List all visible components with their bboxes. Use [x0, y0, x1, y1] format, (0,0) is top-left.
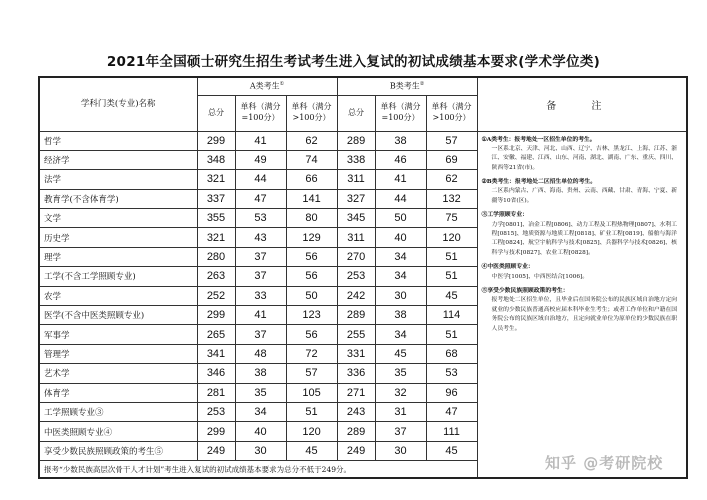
score-cell-a-gt100: 50: [286, 286, 337, 305]
group-b-header: [337, 77, 477, 95]
score-cell-a-100: 33: [235, 286, 286, 305]
note-n1: [482, 136, 683, 174]
score-cell-b-total: 331: [337, 344, 375, 363]
score-cell-b-total: 338: [337, 150, 375, 169]
score-cell-b-total: 311: [337, 170, 375, 189]
score-cell-a-100: 30: [235, 441, 286, 460]
subject-cell: 工学照顾专业③: [39, 402, 197, 421]
score-cell-b-100: 40: [375, 228, 426, 247]
group-b-label: B类考生: [389, 81, 420, 91]
score-cell-b-gt100: 51: [426, 267, 477, 286]
b-singlegt100-header: 单科（满分>100分）: [426, 95, 477, 131]
score-cell-b-gt100: 120: [426, 228, 477, 247]
score-table: [38, 76, 688, 479]
score-cell-a-100: 40: [235, 422, 286, 441]
score-cell-a-gt100: 62: [286, 131, 337, 150]
score-cell-b-100: 38: [375, 131, 426, 150]
subject-cell: 医学(不含中医类照顾专业): [39, 306, 197, 325]
score-cell-a-total: 355: [197, 209, 235, 228]
score-cell-a-total: 281: [197, 383, 235, 402]
score-cell-b-100: 44: [375, 189, 426, 208]
score-cell-b-100: 46: [375, 150, 426, 169]
subject-cell: 历史学: [39, 228, 197, 247]
group-b-sup: ②: [419, 80, 425, 87]
score-cell-a-gt100: 51: [286, 402, 337, 421]
score-cell-b-gt100: 45: [426, 286, 477, 305]
score-cell-a-gt100: 66: [286, 170, 337, 189]
score-cell-a-100: 47: [235, 189, 286, 208]
score-cell-a-gt100: 120: [286, 422, 337, 441]
score-cell-a-total: 321: [197, 228, 235, 247]
score-cell-a-total: 337: [197, 189, 235, 208]
score-cell-b-gt100: 51: [426, 247, 477, 266]
notes-header: 备 注: [477, 77, 687, 131]
score-cell-a-total: 346: [197, 364, 235, 383]
score-cell-a-gt100: 141: [286, 189, 337, 208]
a-total-header: 总分: [197, 95, 235, 131]
score-cell-a-gt100: 74: [286, 150, 337, 169]
score-cell-b-100: 35: [375, 364, 426, 383]
group-a-header: [197, 77, 337, 95]
score-cell-b-100: 41: [375, 170, 426, 189]
score-cell-b-total: 289: [337, 131, 375, 150]
score-cell-b-total: 311: [337, 228, 375, 247]
score-cell-a-100: 37: [235, 267, 286, 286]
subject-column-header: 学科门类(专业)名称: [39, 77, 197, 131]
note-body: 中医学[1005]、中西医结合[1006]。: [491, 273, 589, 280]
note-n4: [482, 263, 683, 282]
score-cell-a-total: 280: [197, 247, 235, 266]
score-cell-b-100: 45: [375, 344, 426, 363]
score-cell-b-total: 253: [337, 267, 375, 286]
score-cell-a-total: 321: [197, 170, 235, 189]
note-n5: [482, 287, 683, 334]
score-cell-a-total: 348: [197, 150, 235, 169]
note-title: ⑤享受少数民族照顾政策的考生：: [481, 287, 569, 294]
score-cell-a-100: 37: [235, 247, 286, 266]
score-cell-a-100: 53: [235, 209, 286, 228]
note-body: 报考地处二区招生单位，且毕业后在国务院公布的民族区域自治地方定向就业的少数民族普通高校应届本科毕业生考生；或者工作单位和户籍在国务院公布的民族区域自治地方，且定向就业单位为原单位的少数民族在职人员考生。: [491, 297, 678, 332]
score-cell-a-100: 35: [235, 383, 286, 402]
subject-cell: 艺术学: [39, 364, 197, 383]
note-title: ①A类考生：报考地处一区招生单位的考生。: [481, 136, 596, 143]
score-cell-a-total: 299: [197, 422, 235, 441]
subject-cell: 文学: [39, 209, 197, 228]
score-cell-a-100: 37: [235, 325, 286, 344]
subject-cell: 理学: [39, 247, 197, 266]
score-cell-b-gt100: 96: [426, 383, 477, 402]
score-cell-b-total: 243: [337, 402, 375, 421]
subject-cell: 经济学: [39, 150, 197, 169]
score-cell-b-gt100: 132: [426, 189, 477, 208]
subject-cell: 体育学: [39, 383, 197, 402]
score-cell-a-gt100: 45: [286, 441, 337, 460]
group-a-sup: ①: [279, 80, 285, 87]
score-cell-b-total: 336: [337, 364, 375, 383]
subject-cell: 教育学(不含体育学): [39, 189, 197, 208]
score-cell-a-total: 249: [197, 441, 235, 460]
subject-cell: 农学: [39, 286, 197, 305]
table-row: [39, 131, 687, 150]
score-cell-b-100: 32: [375, 383, 426, 402]
score-cell-a-gt100: 56: [286, 247, 337, 266]
score-cell-a-total: 299: [197, 131, 235, 150]
note-body: 一区系北京、天津、河北、山西、辽宁、吉林、黑龙江、上海、江苏、浙江、安徽、福建、江西、山东、河南、湖北、湖南、广东、重庆、四川、陕西等21省(市)。: [491, 145, 678, 171]
score-cell-b-gt100: 69: [426, 150, 477, 169]
score-cell-a-100: 49: [235, 150, 286, 169]
subject-cell: 工学(不含工学照顾专业): [39, 267, 197, 286]
score-cell-a-100: 48: [235, 344, 286, 363]
score-cell-b-100: 30: [375, 286, 426, 305]
score-cell-a-100: 44: [235, 170, 286, 189]
score-cell-b-gt100: 114: [426, 306, 477, 325]
watermark: [545, 452, 663, 473]
score-cell-b-100: 34: [375, 267, 426, 286]
score-cell-b-total: 289: [337, 422, 375, 441]
score-cell-a-gt100: 80: [286, 209, 337, 228]
footnote: 报考“少数民族高层次骨干人才计划”考生进入复试的初试成绩基本要求为总分不低于249分。: [39, 461, 477, 479]
score-cell-b-gt100: 68: [426, 344, 477, 363]
score-cell-b-total: 249: [337, 441, 375, 460]
score-cell-b-total: 255: [337, 325, 375, 344]
score-cell-a-gt100: 56: [286, 325, 337, 344]
subject-cell: 管理学: [39, 344, 197, 363]
note-body: 力学[0801]、冶金工程[0806]、动力工程及工程热物理[0807]、水利工程[0815]、地质资源与地质工程[0818]、矿业工程[0819]、船舶与海洋工程[0824]、航空宇航科学与技术[0825]、兵器科学与技术[0826]、核科学与技术[0827]、农业工程[0828]。: [491, 221, 677, 256]
score-cell-b-total: 345: [337, 209, 375, 228]
score-cell-b-gt100: 75: [426, 209, 477, 228]
score-cell-b-total: 327: [337, 189, 375, 208]
subject-cell: 哲学: [39, 131, 197, 150]
note-title: ③工学照顾专业：: [481, 212, 528, 219]
score-cell-b-gt100: 51: [426, 325, 477, 344]
score-cell-b-total: 271: [337, 383, 375, 402]
score-cell-b-100: 37: [375, 422, 426, 441]
score-cell-b-100: 38: [375, 306, 426, 325]
a-single100-header: 单科（满分=100分）: [235, 95, 286, 131]
score-cell-a-total: 299: [197, 306, 235, 325]
score-cell-a-gt100: 105: [286, 383, 337, 402]
b-total-header: 总分: [337, 95, 375, 131]
score-cell-b-100: 30: [375, 441, 426, 460]
score-cell-b-100: 34: [375, 247, 426, 266]
subject-cell: 法学: [39, 170, 197, 189]
score-cell-a-gt100: 129: [286, 228, 337, 247]
score-cell-a-total: 253: [197, 402, 235, 421]
subject-cell: 军事学: [39, 325, 197, 344]
note-body: 二区系内蒙古、广西、海南、贵州、云南、西藏、甘肃、青海、宁夏、新疆等10省(区)。: [491, 188, 678, 204]
score-cell-b-gt100: 62: [426, 170, 477, 189]
score-cell-a-gt100: 57: [286, 364, 337, 383]
score-cell-b-total: 270: [337, 247, 375, 266]
score-cell-a-total: 341: [197, 344, 235, 363]
score-cell-b-total: 289: [337, 306, 375, 325]
score-cell-a-total: 263: [197, 267, 235, 286]
score-cell-b-gt100: 47: [426, 402, 477, 421]
score-cell-a-100: 43: [235, 228, 286, 247]
score-cell-a-100: 38: [235, 364, 286, 383]
score-cell-b-gt100: 53: [426, 364, 477, 383]
page-title: 2021年全国硕士研究生招生考试考生进入复试的初试成绩基本要求(学术学位类): [106, 54, 601, 70]
group-a-label: A类考生: [249, 81, 280, 91]
note-n3: [482, 211, 683, 258]
score-cell-b-100: 31: [375, 402, 426, 421]
score-cell-b-gt100: 45: [426, 441, 477, 460]
score-cell-b-gt100: 57: [426, 131, 477, 150]
score-cell-a-total: 252: [197, 286, 235, 305]
score-cell-a-100: 34: [235, 402, 286, 421]
notes-cell: [477, 131, 687, 478]
score-cell-a-gt100: 123: [286, 306, 337, 325]
score-cell-a-gt100: 72: [286, 344, 337, 363]
score-cell-a-total: 265: [197, 325, 235, 344]
subject-cell: 享受少数民族照顾政策的考生⑤: [39, 441, 197, 460]
score-cell-b-100: 34: [375, 325, 426, 344]
score-cell-b-total: 242: [337, 286, 375, 305]
a-singlegt100-header: 单科（满分>100分）: [286, 95, 337, 131]
note-n2: [482, 178, 683, 206]
score-cell-a-100: 41: [235, 306, 286, 325]
note-title: ④中医类照顾专业：: [481, 264, 534, 271]
score-cell-a-gt100: 56: [286, 267, 337, 286]
score-cell-b-gt100: 111: [426, 422, 477, 441]
score-cell-b-100: 50: [375, 209, 426, 228]
note-title: ②B类考生：报考地处二区招生单位的考生。: [481, 179, 596, 186]
watermark-text: 知乎 @考研院校: [545, 454, 664, 472]
score-cell-a-100: 41: [235, 131, 286, 150]
b-single100-header: 单科（满分=100分）: [375, 95, 426, 131]
subject-cell: 中医类照顾专业④: [39, 422, 197, 441]
